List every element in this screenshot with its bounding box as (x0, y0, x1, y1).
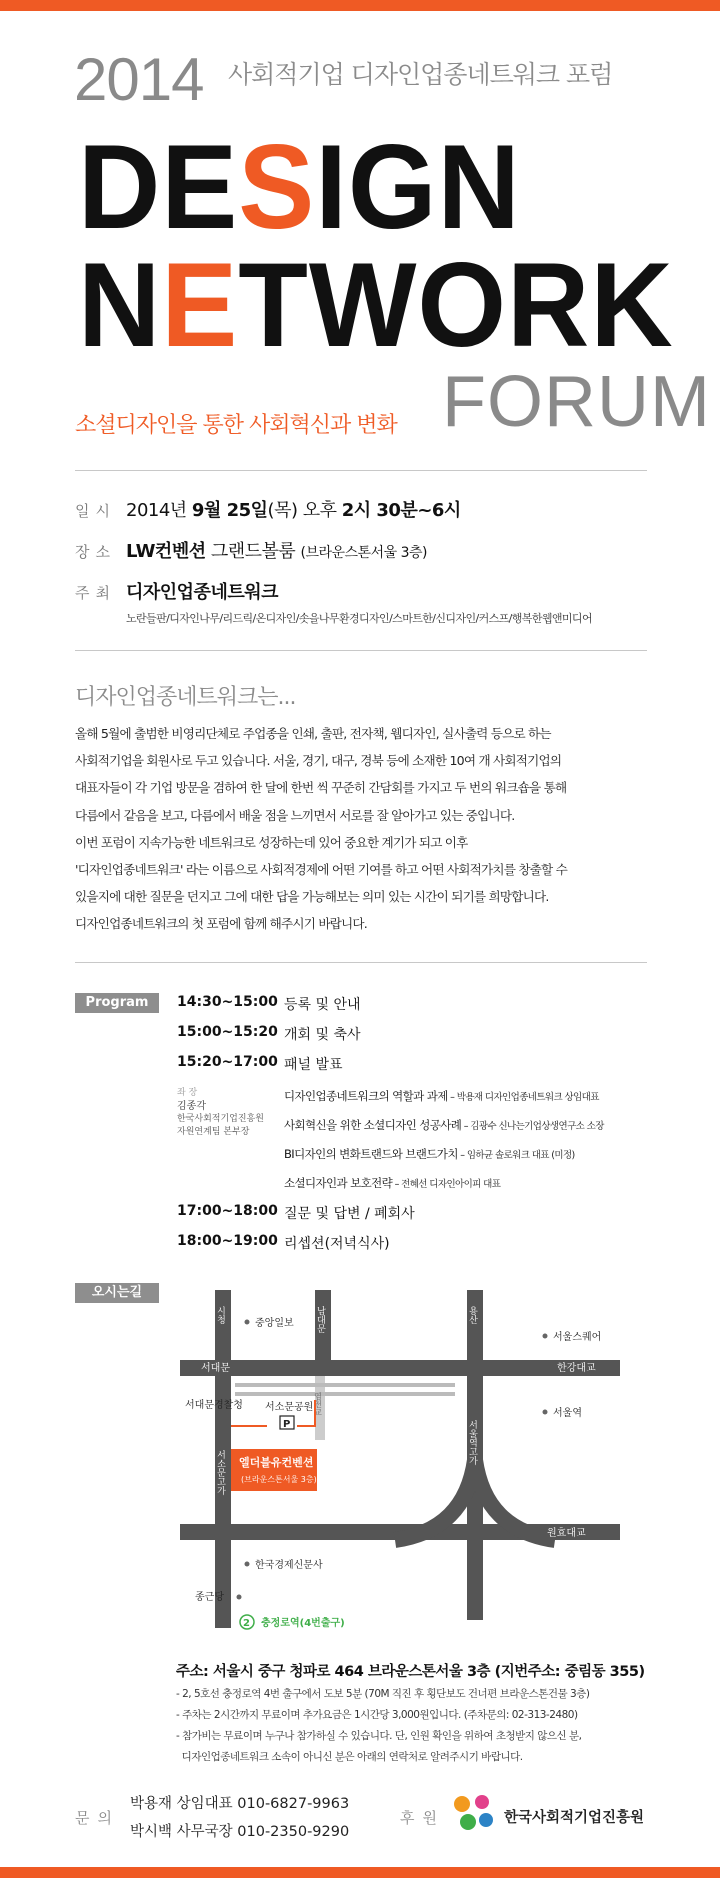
direction-note: 디자인업종네트워크 소속이 아니신 분은 아래의 연락처로 알려주시기 바랍니다. (176, 1751, 523, 1763)
about-line: 다름에서 같음을 보고, 다름에서 배울 점을 느끼면서 서로를 잘 알아가고 있는 중입니다. (75, 807, 515, 823)
contact-line: 박용재 상임대표 010-6827-9963 (130, 1796, 350, 1812)
landmark-dot (237, 1595, 242, 1600)
landmark-dot (245, 1320, 250, 1325)
chair-org: 한국사회적기업진흥원 (177, 1114, 264, 1124)
direction-note: - 참가비는 무료이며 누구나 참가하실 수 있습니다. 단, 인원 확인을 위하여 초청받지 않으신 분, (176, 1730, 582, 1742)
sponsor-name: 한국사회적기업진흥원 (504, 1810, 645, 1826)
landmark: 종근당 (195, 1592, 224, 1603)
road-label: 염천교 (313, 1392, 323, 1416)
date-label: 일시 (75, 502, 116, 520)
chair-label: 좌 장 (177, 1088, 198, 1098)
event-host: 디자인업종네트워크 (126, 582, 278, 603)
sponsor-logo-icon (448, 1790, 500, 1836)
about-body (75, 720, 655, 938)
landmark: 서소문공원 (265, 1402, 314, 1413)
direction-note: - 2, 5호선 충정로역 4번 출구에서 도보 5분 (70M 직진 후 횡단보도 건너편 브라운스톤건물 3층) (176, 1688, 590, 1700)
road-label: 남대문 (315, 1306, 325, 1333)
event-year: 2014 (74, 46, 204, 113)
landmark: 한국경제신문사 (255, 1560, 323, 1571)
chair-info (177, 1087, 264, 1139)
landmark-dot (543, 1334, 548, 1339)
program-title: 질문 및 답변 / 폐회사 (284, 1206, 415, 1222)
venue-name: 엘더블유컨벤션 (239, 1456, 314, 1469)
landmark: 서울역 (553, 1408, 582, 1419)
panel-item: 소셜디자인과 보호전략 – 전혜선 디자인아이피 대표 (284, 1176, 501, 1190)
directions-tag: 오시는길 (75, 1283, 159, 1303)
about-line: 대표자들이 각 기업 방문을 겸하여 한 달에 한번 씩 꾸준히 간담회를 가지고 두 번의 워크숍을 통해 (75, 780, 567, 796)
panel-item: 디자인업종네트워크의 역할과 과제 – 박용재 디자인업종네트워크 상임대표 (284, 1089, 599, 1103)
railway (235, 1392, 455, 1396)
panel-item: 사회혁신을 위한 소셜디자인 성공사례 – 김광수 신나는기업상생연구소 소장 (284, 1118, 604, 1132)
road-label: 시청 (215, 1306, 225, 1324)
road-seodaemun (180, 1360, 620, 1376)
landmark: 중앙일보 (255, 1318, 294, 1329)
about-line: 사회적기업을 회원사로 두고 있습니다. 서울, 경기, 대구, 경북 등에 소재한 10여 개 사회적기업의 (75, 753, 562, 769)
venue-address: 주소: 서울시 중구 청파로 464 브라운스톤서울 3층 (지번주소: 중림동 355) (176, 1664, 645, 1680)
title-network: NETWORK (78, 238, 674, 372)
chair-name: 김종각 (177, 1101, 206, 1112)
contact-line: 박시백 사무국장 010-2350-9290 (130, 1824, 350, 1840)
venue-sub: (브라운스톤서울 3층) (241, 1475, 317, 1484)
program-time: 15:00~15:20 (177, 1024, 278, 1040)
program-title: 패널 발표 (284, 1057, 343, 1073)
railway (235, 1383, 455, 1387)
partner-list: 노란들판/디자인나무/리드릭/온디자인/솟을나무환경디자인/스마트한/신디자인/커스프/행복한웹앤미디어 (126, 612, 592, 625)
landmark-dot (245, 1562, 250, 1567)
program-time: 18:00~19:00 (177, 1233, 278, 1249)
host-label: 주최 (75, 584, 116, 602)
program-title: 개회 및 축사 (284, 1027, 361, 1043)
title-forum: FORUM (442, 362, 711, 442)
about-heading: 디자인업종네트워크는... (75, 685, 296, 710)
tagline: 소셜디자인을 통한 사회혁신과 변화 (75, 413, 397, 438)
title-design: DESIGN (78, 120, 521, 254)
divider (75, 650, 647, 651)
chair-role: 자원연계팀 본부장 (177, 1127, 250, 1137)
event-date: 2014년 9월 25일(목) 오후 2시 30분~6시 (126, 500, 461, 521)
parking-label: P (283, 1419, 291, 1430)
program-time: 17:00~18:00 (177, 1203, 278, 1219)
location-map (165, 1280, 625, 1640)
program-tag: Program (75, 993, 159, 1013)
contact-label: 문의 (75, 1809, 120, 1827)
subway-exit: 충정로역(4번출구) (261, 1618, 345, 1629)
event-subtitle: 사회적기업 디자인업종네트워크 포럼 (228, 60, 613, 89)
road-label: 서대문 (201, 1363, 230, 1374)
sponsor-label: 후원 (400, 1809, 445, 1827)
about-line: '디자인업종네트워크' 라는 이름으로 사회적경제에 어떤 기여를 하고 어떤 사회적가치를 창출할 수 (75, 862, 567, 878)
program-time: 15:20~17:00 (177, 1054, 278, 1070)
landmark: 서대문경찰청 (185, 1400, 243, 1411)
subway-line: 2 (243, 1618, 250, 1629)
divider (75, 962, 647, 963)
bottom-accent-bar (0, 1867, 720, 1878)
about-line: 디자인업종네트워크의 첫 포럼에 함께 해주시기 바랍니다. (75, 916, 367, 932)
panel-item: BI디자인의 변화트랜드와 브랜드가치 – 임하균 솔로워크 대표 (미정) (284, 1147, 575, 1161)
road-label: 용산 (467, 1306, 477, 1324)
direction-note: - 주차는 2시간까지 무료이며 추가요금은 1시간당 3,000원입니다. (주차문의: 02-313-2480) (176, 1709, 578, 1721)
about-line: 올해 5월에 출범한 비영리단체로 주업종을 인쇄, 출판, 전자책, 웹디자인, 실사출력 등으로 하는 (75, 726, 551, 741)
divider (75, 470, 647, 471)
landmark-dot (543, 1410, 548, 1415)
road-label: 한강대교 (557, 1363, 596, 1374)
program-title: 리셉션(저녁식사) (284, 1236, 390, 1252)
landmark: 서울스퀘어 (553, 1332, 602, 1343)
road-label: 원효대교 (547, 1528, 586, 1539)
program-title: 등록 및 안내 (284, 997, 361, 1013)
program-time: 14:30~15:00 (177, 994, 278, 1010)
venue-label: 장소 (75, 543, 116, 561)
about-line: 있을지에 대한 질문을 던지고 그에 대한 답을 가능해보는 의미 있는 시간이 되기를 희망합니다. (75, 889, 549, 905)
event-venue: LW컨벤션 그랜드볼룸 (브라운스톤서울 3층) (126, 541, 427, 562)
road-label: 서소문고가 (215, 1450, 225, 1495)
about-line: 이번 포럼이 지속가능한 네트워크로 성장하는데 있어 중요한 계기가 되고 이후 (75, 834, 468, 850)
road-label: 서울역고가 (467, 1420, 477, 1465)
top-accent-bar (0, 0, 720, 11)
